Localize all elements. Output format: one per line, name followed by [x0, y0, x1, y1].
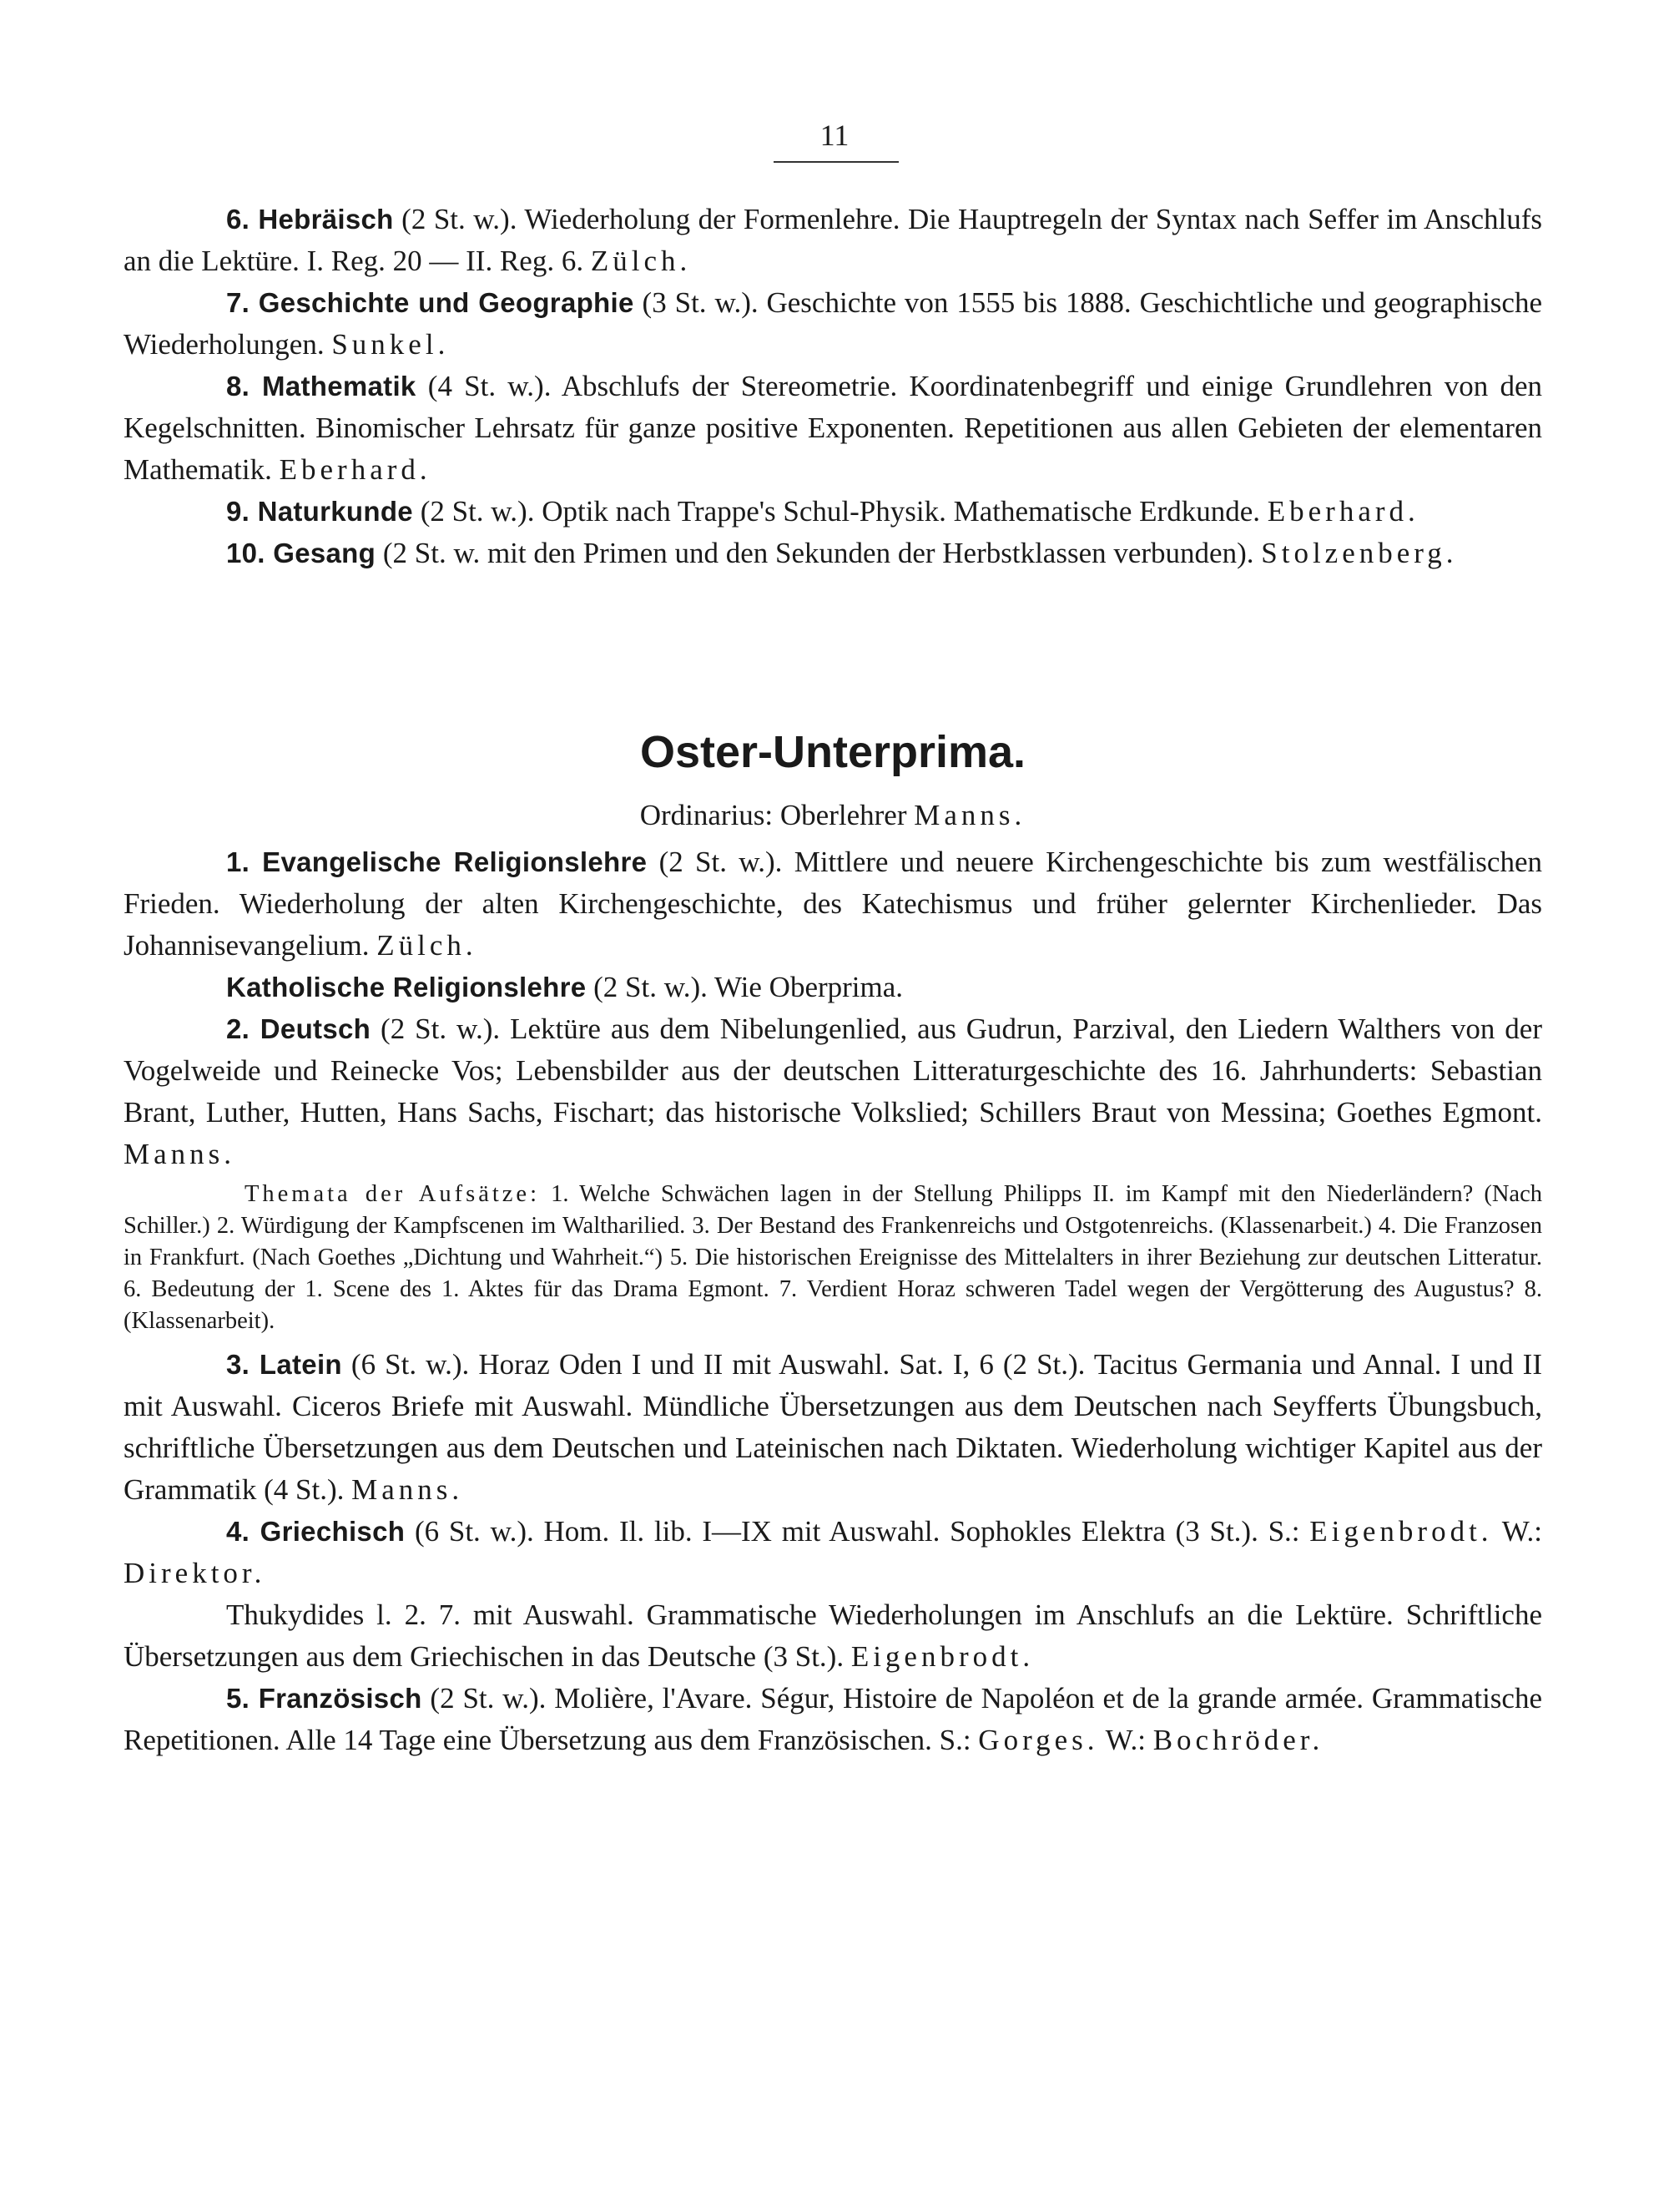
themata-text: 1. Welche Schwächen lagen in der Stellung Philipps II. im Kampf mit den Niederländern? (Nach Schiller.) 2. Würdigung der Kampfscenen im Waltharilied. 3. Der Bestand des Frankenreichs und Ostgotenreichs. (Klassenarbeit.) 4. Die Franzosen in Frankfurt. (Nach Goethes „Dichtung und Wahrheit.“) 5. Die historischen Ereignisse des Mittelalters in ihrer Beziehung zur deutschen Litteratur. 6. Bedeutung der 1. Scene des 1. Aktes für das Drama Egmont. 7. Verdient Horaz schweren Tadel wegen der Vergötterung des Augustus? 8. (Klassenarbeit). [124, 1181, 1542, 1334]
subject-text: (2 St. w. mit den Primen und den Sekunden der Herbstklassen verbunden). [376, 537, 1262, 569]
teacher-name: Manns. [124, 1138, 236, 1170]
subject-text: (2 St. w.). Wie Oberprima. [586, 971, 904, 1003]
teacher-name: Eigenbrodt. [850, 1640, 1035, 1673]
subject-heading: 3. Latein [226, 1349, 342, 1380]
page-number: 11 [819, 119, 850, 152]
teacher-name: Sunkel. [331, 328, 450, 361]
subject-heading: Katholische Religionslehre [226, 972, 587, 1002]
ordinarius-name: Manns. [914, 799, 1026, 831]
subject-heading: 7. Geschichte und Geographie [226, 287, 634, 318]
paragraph-gesang [124, 533, 1542, 574]
paragraph-geschichte [124, 282, 1542, 366]
teacher-name: Direktor. [124, 1557, 266, 1589]
page-number-rule [774, 161, 899, 163]
ordinarius-line [124, 795, 1542, 836]
paragraph-franzoesisch [124, 1678, 1542, 1761]
paragraph-katholische-religion [124, 967, 1542, 1008]
paragraph-thukydides [124, 1594, 1542, 1678]
teacher-name: Gorges. [978, 1724, 1099, 1756]
paragraph-latein [124, 1344, 1542, 1511]
teacher-name: Bochröder. [1152, 1724, 1324, 1756]
subject-text: W.: [1492, 1515, 1542, 1548]
subject-text: (6 St. w.). Horaz Oden I und II mit Auswahl. Sat. I, 6 (2 St.). Tacitus Germania und Annal. I und II mit Auswahl. Ciceros Briefe mit Auswahl. Mündliche Übersetzungen aus dem Deutschen nach Seyfferts Übungsbuch, schriftliche Übersetzungen aus dem Deutschen und Lateinischen nach Diktaten. Wiederholung wichtiger Kapitel aus der Grammatik (4 St.). [124, 1348, 1542, 1506]
subject-text: (2 St. w.). Wiederholung der Formenlehre. Die Hauptregeln der Syntax nach Seffer im Anschlufs an die Lektüre. I. Reg. 20 — II. Reg. 6. [124, 203, 1542, 277]
subject-text: W.: [1098, 1724, 1153, 1756]
subject-text: (6 St. w.). Hom. Il. lib. I—IX mit Auswahl. Sophokles Elektra (3 St.). S.: [405, 1515, 1310, 1548]
subject-text: (4 St. w.). Abschlufs der Stereometrie. Koordinatenbegriff und einige Grundlehren von den Kegelschnitten. Binomischer Lehrsatz für ganze positive Exponenten. Repetitionen aus allen Gebieten der elementaren Mathematik. [124, 370, 1542, 486]
subject-text: (2 St. w.). Lektüre aus dem Nibelungenlied, aus Gudrun, Parzival, den Liedern Walthers von der Vogelweide und Reinecke Vos; Lebensbilder aus der deutschen Litteraturgeschichte des 16. Jahrhunderts: Sebastian Brant, Luther, Hutten, Hans Sachs, Fischart; das historische Volkslied; Schillers Braut von Messina; Goethes Egmont. [124, 1013, 1542, 1129]
teacher-name: Zülch. [376, 929, 477, 962]
subject-heading: 6. Hebräisch [226, 204, 394, 235]
paragraph-themata [124, 1179, 1542, 1337]
teacher-name: Eberhard. [279, 453, 431, 486]
paragraph-griechisch [124, 1511, 1542, 1594]
oster-unterprima-section [124, 725, 1542, 1761]
subject-text: (3 St. w.). Geschichte von 1555 bis 1888. Geschichtliche und geographische Wiederholungen. [124, 286, 1542, 361]
subject-text: (2 St. w.). Mittlere und neuere Kirchengeschichte bis zum westfälischen Frieden. Wiederholung der alten Kirchengeschichte, des Katechismus und früher gelernter Kirchenlieder. Das Johannisevangelium. [124, 846, 1542, 962]
subject-text: (2 St. w.). Molière, l'Avare. Ségur, Histoire de Napoléon et de la grande armée. Grammatische Repetitionen. Alle 14 Tage eine Übersetzung aus dem Französischen. S.: [124, 1682, 1542, 1756]
subject-heading: 2. Deutsch [226, 1013, 371, 1044]
ordinarius-label: Ordinarius: Oberlehrer [639, 799, 915, 831]
paragraph-naturkunde [124, 491, 1542, 533]
subject-heading: 4. Griechisch [226, 1516, 406, 1547]
paragraph-evangelische-religion [124, 841, 1542, 967]
subject-heading: 10. Gesang [226, 538, 376, 568]
themata-label: Themata der Aufsätze: [245, 1181, 540, 1207]
subject-text: Thukydides l. 2. 7. mit Auswahl. Grammatische Wiederholungen im Anschlufs an die Lektüre. Schriftliche Übersetzungen aus dem Griechischen in das Deutsche (3 St.). [124, 1598, 1542, 1673]
teacher-name: Zülch. [590, 245, 692, 277]
teacher-name: Manns. [351, 1473, 464, 1506]
paragraph-mathematik [124, 366, 1542, 491]
subject-text: (2 St. w.). Optik nach Trappe's Schul-Physik. Mathematische Erdkunde. [412, 495, 1268, 528]
subject-heading: 5. Französisch [226, 1683, 422, 1714]
paragraph-deutsch [124, 1008, 1542, 1175]
teacher-name: Stolzenberg. [1261, 537, 1458, 569]
section-title: Oster-Unterprima. [639, 727, 1026, 777]
teacher-name: Eigenbrodt. [1309, 1515, 1493, 1548]
subject-heading: 8. Mathematik [226, 371, 416, 401]
teacher-name: Eberhard. [1267, 495, 1419, 528]
subject-heading: 9. Naturkunde [226, 496, 413, 527]
subject-heading: 1. Evangelische Religionslehre [226, 846, 648, 877]
previous-class-subjects [124, 199, 1542, 574]
paragraph-hebraeisch [124, 199, 1542, 282]
